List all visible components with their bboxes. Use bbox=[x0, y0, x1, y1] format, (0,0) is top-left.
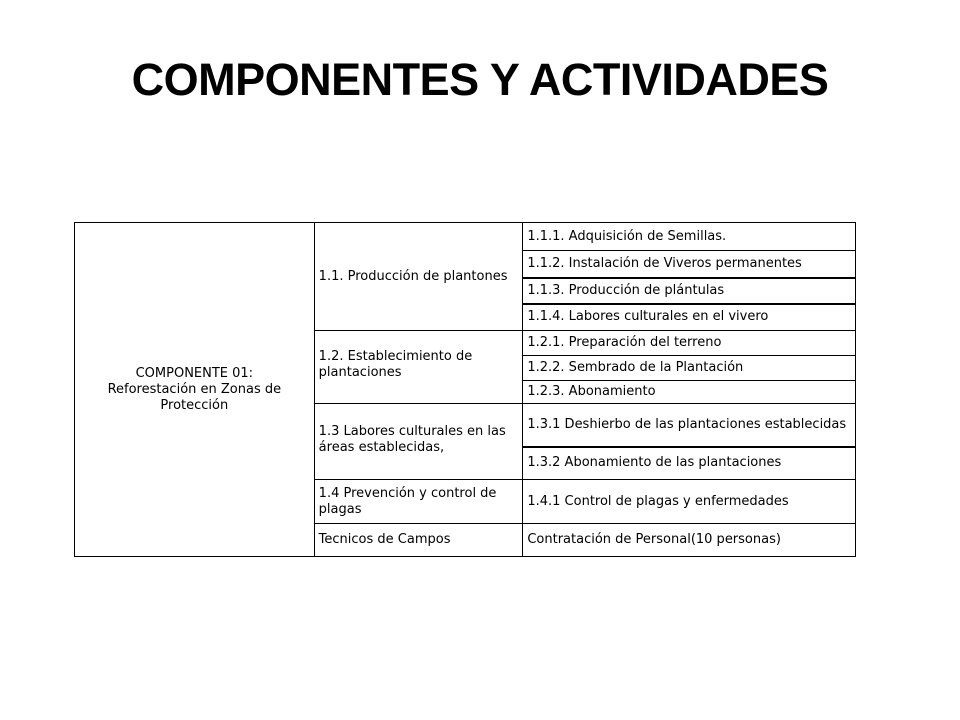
component-description-line1: Reforestación en Zonas de bbox=[107, 381, 282, 397]
activity-cell: 1.2.3. Abonamiento bbox=[523, 381, 856, 404]
activity-cell: 1.3.1 Deshierbo de las plantaciones establecidas bbox=[523, 404, 856, 447]
slide-title: COMPONENTES Y ACTIVIDADES bbox=[131, 54, 829, 105]
activity-cell: 1.4.1 Control de plagas y enfermedades bbox=[523, 480, 856, 524]
component-label: COMPONENTE 01: bbox=[135, 365, 254, 381]
activity-cell: 1.3.2 Abonamiento de las plantaciones bbox=[523, 447, 856, 480]
component-description-line2: Protección bbox=[160, 397, 229, 413]
component-cell bbox=[75, 223, 315, 557]
subcomponent-cell: 1.1. Producción de plantones bbox=[314, 223, 523, 331]
subcomponent-cell: 1.4 Prevención y control de plagas bbox=[314, 480, 523, 524]
activity-cell: 1.1.2. Instalación de Viveros permanentes bbox=[523, 251, 856, 278]
activity-cell: Contratación de Personal(10 personas) bbox=[523, 524, 856, 557]
activity-cell: 1.2.2. Sembrado de la Plantación bbox=[523, 356, 856, 381]
activity-cell: 1.1.1. Adquisición de Semillas. bbox=[523, 223, 856, 251]
components-activities-table bbox=[74, 222, 856, 557]
activity-cell: 1.1.3. Producción de plántulas bbox=[523, 278, 856, 304]
subcomponent-cell: Tecnicos de Campos bbox=[314, 524, 523, 557]
subcomponent-cell: 1.3 Labores culturales en las áreas establecidas, bbox=[314, 404, 523, 480]
activity-cell: 1.2.1. Preparación del terreno bbox=[523, 331, 856, 356]
activity-cell: 1.1.4. Labores culturales en el vivero bbox=[523, 304, 856, 331]
subcomponent-cell: 1.2. Establecimiento de plantaciones bbox=[314, 331, 523, 404]
table-row bbox=[75, 223, 856, 251]
